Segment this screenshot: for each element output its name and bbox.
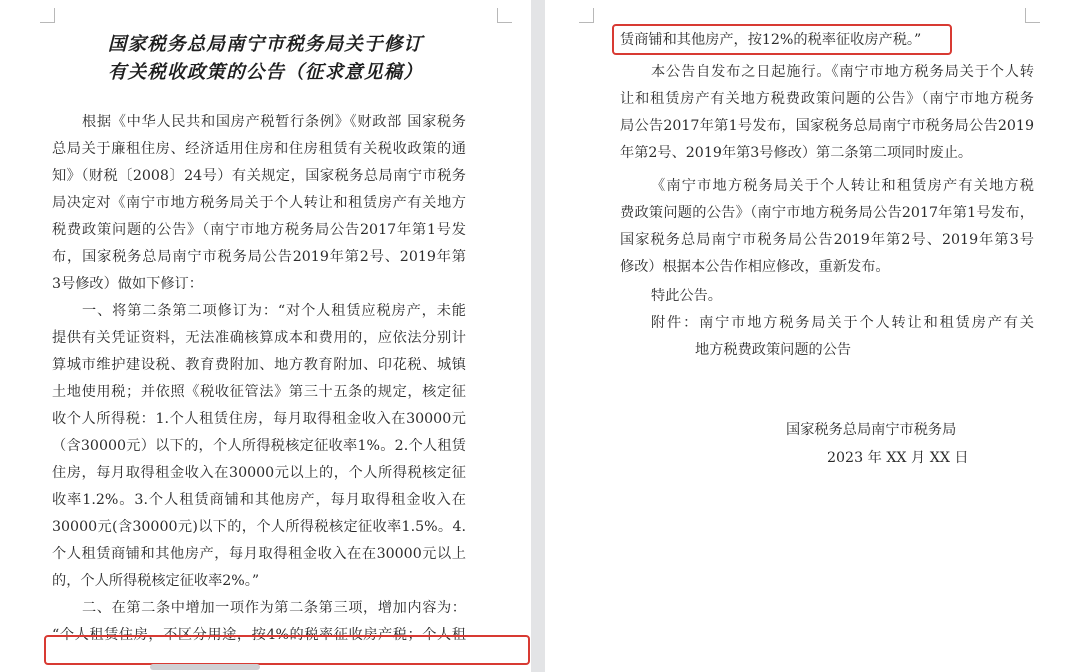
body-line: 根据《中华人民共和国房产税暂行条例》《财政部 国家税务 [82, 114, 466, 130]
attachment-line: 附件：南宁市地方税务局关于个人转让和租赁房产有关 [651, 315, 1034, 331]
body-line: 收率1.2%。3.个人租赁商铺和其他房产，每月取得租金收入在 [52, 492, 466, 508]
body-line: 二、在第二条中增加一项作为第二条第三项，增加内容为： [82, 600, 466, 616]
highlighted-body-line: “个人租赁住房，不区分用途，按4%的税率征收房产税；个人租 [52, 627, 466, 643]
body-line: 算城市维护建设税、教育费附加、地方教育附加、印花税、城镇 [52, 357, 466, 373]
crop-mark [1025, 8, 1040, 23]
notice-title-line-1: 国家税务总局南宁市税务局关于修订 [107, 34, 424, 55]
body-line: 一、将第二条第二项修订为：“对个人租赁应税房产，未能 [82, 303, 466, 319]
body-line: 国家税务总局南宁市税务局公告2019年第2号、2019年第3号 [620, 232, 1034, 248]
horizontal-scrollbar[interactable] [150, 664, 260, 670]
body-line: 提供有关凭证资料，无法准确核算成本和费用的，应依法分别计 [52, 330, 466, 346]
signature-organization: 国家税务总局南宁市税务局 [786, 422, 957, 438]
body-line: 修改）根据本公告作相应修改，重新发布。 [620, 259, 890, 275]
body-line: 局决定对《南宁市地方税务局关于个人转让和租赁房产有关地方 [52, 195, 466, 211]
signature-date: 2023 年 XX 月 XX 日 [827, 450, 969, 466]
body-line: 让和租赁房产有关地方税费政策问题的公告》（南宁市地方税务 [620, 91, 1034, 107]
body-line: （含30000元）以下的，个人所得税核定征收率1%。2.个人租赁 [52, 438, 466, 454]
highlight-box [612, 24, 952, 55]
body-line: 税费政策问题的公告》（南宁市地方税务局公告2017年第1号发 [52, 222, 466, 238]
notice-title-line-2: 有关税收政策的公告（征求意见稿） [107, 62, 424, 83]
body-line: 局公告2017年第1号发布，国家税务总局南宁市税务局公告2019 [620, 118, 1034, 134]
crop-mark [579, 8, 594, 23]
crop-mark [40, 8, 55, 23]
attachment-line: 地方税费政策问题的公告 [695, 342, 852, 358]
body-line: 布，国家税务总局南宁市税务局公告2019年第2号、2019年第 [52, 249, 466, 265]
body-line: 本公告自发布之日起施行。《南宁市地方税务局关于个人转 [651, 64, 1034, 80]
body-line: 土地使用税；并依照《税收征管法》第三十五条的规定，核定征 [52, 384, 466, 400]
page-gap [531, 0, 545, 672]
body-line: 住房，每月取得租金收入在30000元以上的，个人所得税核定征 [52, 465, 466, 481]
body-line: 年第2号、2019年第3号修改）第二条第二项同时废止。 [620, 145, 973, 161]
body-line: 的，个人所得税核定征收率2%。” [52, 573, 260, 589]
body-line: 费政策问题的公告》（南宁市地方税务局公告2017年第1号发布， [620, 205, 1034, 221]
highlight-box [44, 635, 530, 665]
body-line: 知》（财税〔2008〕24号）有关规定，国家税务总局南宁市税务 [52, 168, 466, 184]
document-page-left [0, 0, 531, 672]
crop-mark [497, 8, 512, 23]
body-line: 个人租赁商铺和其他房产，每月取得租金收入在在30000元以上 [52, 546, 466, 562]
body-line: 收个人所得税：1.个人租赁住房，每月取得租金收入在30000元 [52, 411, 466, 427]
body-line: 特此公告。 [651, 288, 722, 304]
body-line: 3号修改）做如下修订： [52, 276, 203, 292]
highlighted-body-line: 赁商铺和其他房产，按12%的税率征收房产税。” [620, 32, 922, 48]
body-line: 总局关于廉租住房、经济适用住房和住房租赁有关税收政策的通 [52, 141, 466, 157]
document-page-right [545, 0, 1080, 672]
body-line: 30000元(含30000元)以下的，个人所得税核定征收率1.5%。4. [52, 519, 466, 535]
body-line: 《南宁市地方税务局关于个人转让和租赁房产有关地方税 [651, 178, 1034, 194]
